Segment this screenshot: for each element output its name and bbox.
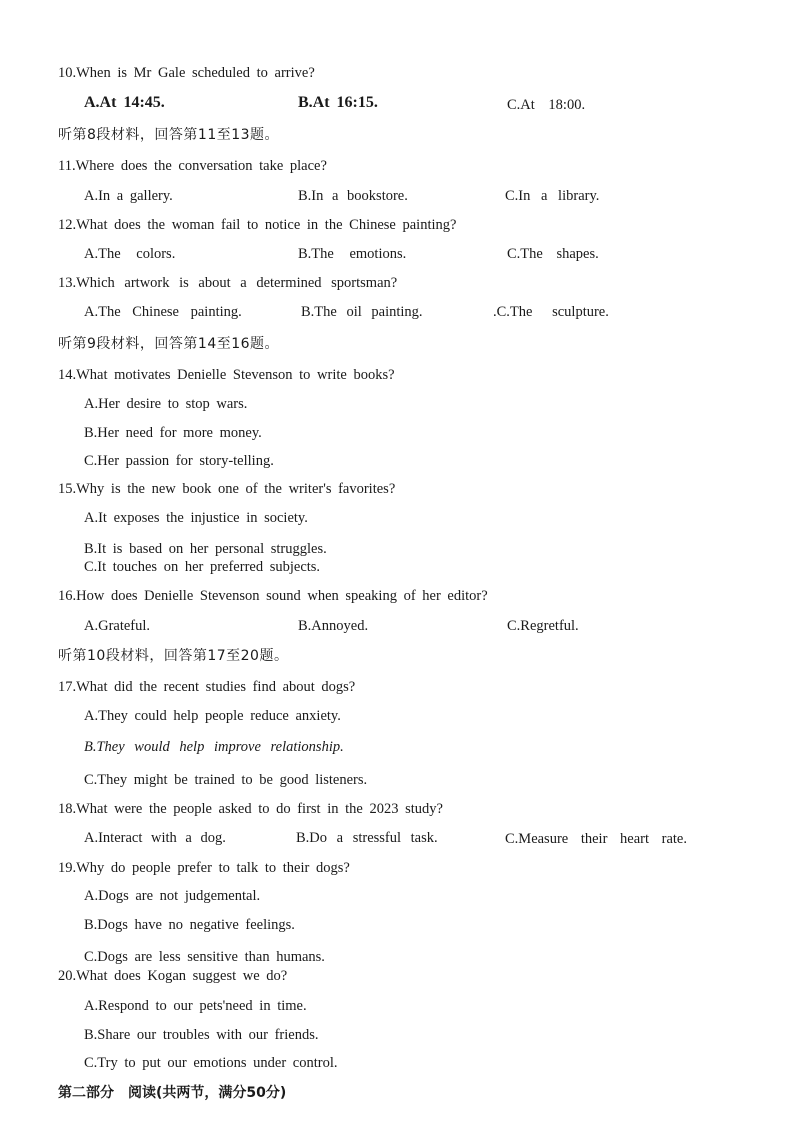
q11-option-a: A.In a gallery. [84, 188, 173, 204]
q17-option-b: B.They would help improve relationship. [84, 739, 344, 755]
q13-option-a: A.The Chinese painting. [84, 304, 242, 320]
q14-option-a: A.Her desire to stop wars. [84, 396, 248, 412]
question-15-stem: 15.Why is the new book one of the writer's favorites? [58, 481, 396, 497]
q16-option-c: C.Regretful. [507, 618, 579, 634]
question-13-stem: 13.Which artwork is about a determined sportsman? [58, 275, 398, 291]
section-heading-10: 听第10段材料，回答第17至20题。 [58, 648, 289, 664]
q14-option-b: B.Her need for more money. [84, 425, 262, 441]
q20-option-c: C.Try to put our emotions under control. [84, 1055, 338, 1071]
question-14-stem: 14.What motivates Denielle Stevenson to write books? [58, 367, 395, 383]
question-17-stem: 17.What did the recent studies find about dogs? [58, 679, 356, 695]
q17-option-c: C.They might be trained to be good listeners. [84, 772, 368, 788]
q14-option-c: C.Her passion for story-telling. [84, 453, 274, 469]
q11-option-b: B.In a bookstore. [298, 188, 408, 204]
q11-option-c: C.In a library. [505, 188, 600, 204]
question-19-stem: 19.Why do people prefer to talk to their dogs? [58, 860, 350, 876]
question-10-stem: 10.When is Mr Gale scheduled to arrive? [58, 65, 315, 81]
q19-option-b: B.Dogs have no negative feelings. [84, 917, 295, 933]
question-11-stem: 11.Where does the conversation take place? [58, 158, 327, 174]
q20-option-b: B.Share our troubles with our friends. [84, 1027, 319, 1043]
question-20-stem: 20.What does Kogan suggest we do? [58, 968, 288, 984]
q15-option-b: B.It is based on her personal struggles. [84, 541, 327, 557]
section-heading-8: 听第8段材料，回答第11至13题。 [58, 127, 280, 143]
q12-option-c: C.The shapes. [507, 246, 599, 262]
q13-option-b: B.The oil painting. [301, 304, 423, 320]
q17-option-a: A.They could help people reduce anxiety. [84, 708, 341, 724]
q10-option-c: C.At 18:00. [507, 97, 586, 113]
question-12-stem: 12.What does the woman fail to notice in the Chinese painting? [58, 217, 457, 233]
q18-option-a: A.Interact with a dog. [84, 830, 226, 846]
q15-option-a: A.It exposes the injustice in society. [84, 510, 308, 526]
question-16-stem: 16.How does Denielle Stevenson sound when speaking of her editor? [58, 588, 488, 604]
q12-option-b: B.The emotions. [298, 246, 407, 262]
q10-option-a: A.At 14:45. [84, 94, 165, 111]
q13-option-c: .C.The sculpture. [493, 304, 609, 320]
q16-option-a: A.Grateful. [84, 618, 151, 634]
q15-option-c: C.It touches on her preferred subjects. [84, 559, 321, 575]
q12-option-a: A.The colors. [84, 246, 176, 262]
q19-option-a: A.Dogs are not judgemental. [84, 888, 261, 904]
q10-option-b: B.At 16:15. [298, 94, 378, 111]
section-heading-9: 听第9段材料，回答第14至16题。 [58, 336, 280, 352]
q18-option-b: B.Do a stressful task. [296, 830, 438, 846]
q18-option-c: C.Measure their heart rate. [505, 831, 687, 847]
question-18-stem: 18.What were the people asked to do first in the 2023 study? [58, 801, 443, 817]
q19-option-c: C.Dogs are less sensitive than humans. [84, 949, 325, 965]
q20-option-a: A.Respond to our pets'need in time. [84, 998, 307, 1014]
q16-option-b: B.Annoyed. [298, 618, 369, 634]
part-two-heading: 第二部分 阅读(共两节，满分50分) [58, 1085, 287, 1101]
